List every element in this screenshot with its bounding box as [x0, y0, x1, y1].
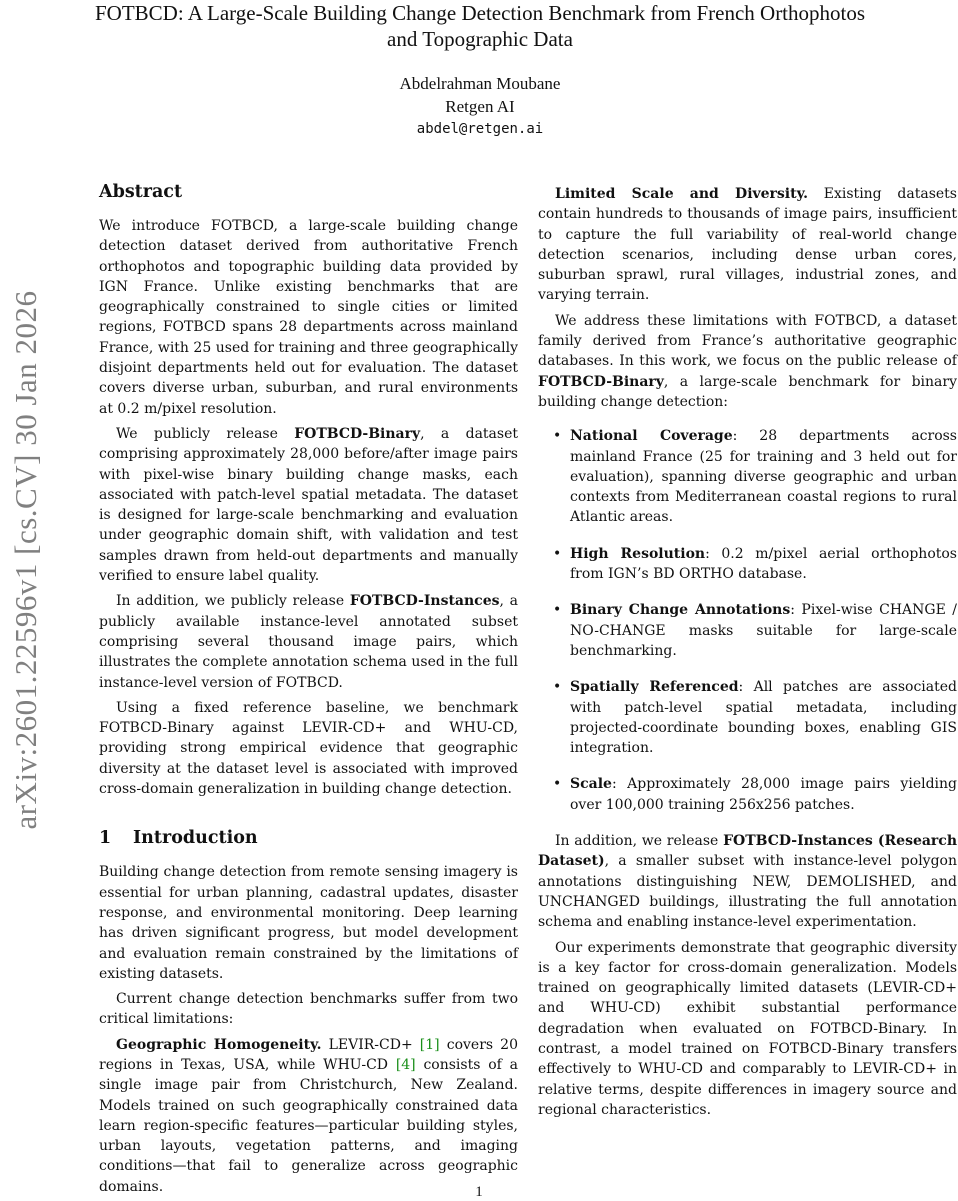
bullet-icon: • — [553, 602, 562, 619]
fotbcd-binary-term: FOTBCD-Binary — [538, 373, 664, 390]
section-number: 1 — [99, 828, 112, 849]
bullet-icon: • — [553, 679, 562, 696]
bullet-icon: • — [553, 545, 562, 562]
author-name: Abdelrahman Moubane — [399, 74, 561, 93]
abstract-heading: Abstract — [99, 182, 183, 202]
intro-paragraph-geographic-homogeneity: Geographic Homogeneity. LEVIR-CD+ [1] covers 20 regions in Texas, USA, while WHU-CD [4] consists of a single image pair from Christchurch, New Zealand. Models trained on such geographically constrained data learn region-specific features—particular building styles, urban layouts, vegetation patterns, and imaging conditions—that fail to generalize across geographic domains. — [99, 1036, 518, 1195]
introduction-heading — [99, 826, 518, 850]
list-item: • Scale: Approximately 28,000 image pairs yielding over 100,000 training 256x256 patches. — [553, 776, 957, 813]
page-number: 1 — [475, 1184, 483, 1200]
left-column — [99, 180, 518, 1197]
intro-paragraph-address: We address these limitations with FOTBCD, a dataset family derived from France’s authoritative geographic databases. In this work, we focus on the public release of FOTBCD-Binary, a large-scale benchmark for binary building change detection: — [538, 312, 957, 410]
abstract-paragraph-2: We publicly release FOTBCD-Binary, a dataset comprising approximately 28,000 before/after image pairs with pixel-wise binary building change masks, each associated with patch-level spatial metadata. The dataset is designed for large-scale benchmarking and evaluation under geographic domain shift, with validation and test samples drawn from held-out departments and manually verified to ensure label quality. — [99, 425, 518, 585]
list-item: • High Resolution: 0.2 m/pixel aerial orthophotos from IGN’s BD ORTHO database. — [553, 545, 957, 583]
list-item: • National Coverage: 28 departments across mainland France (25 for training and 3 held out for evaluation), spanning diverse geographic and urban contexts from Mediterranean coastal regions to rural Atlantic areas. — [553, 428, 957, 526]
paper-title: FOTBCD: A Large-Scale Building Change Detection Benchmark from French Orthophotos and Topographic Data — [94, 1, 866, 51]
author-block — [200, 72, 760, 141]
fotbcd-instances-term: FOTBCD-Instances — [349, 593, 500, 610]
intro-paragraph-limited-scale: Limited Scale and Diversity. Existing datasets contain hundreds to thousands of image pairs, insufficient to capture the full variability of real-world change detection scenarios, including dense urban cores, suburban sprawl, rural villages, industrial zones, and varying terrain. — [538, 186, 957, 304]
citation-link[interactable]: [4] — [395, 1056, 416, 1073]
right-column — [538, 184, 957, 1120]
list-item: • Binary Change Annotations: Pixel-wise CHANGE / NO-CHANGE masks suitable for large-scale benchmarking. — [553, 602, 957, 659]
contribution-list — [538, 426, 957, 815]
abstract-paragraph-4: Using a fixed reference baseline, we benchmark FOTBCD-Binary against LEVIR-CD+ and WHU-CD, providing strong empirical evidence that geographic diversity at the dataset level is associated with improved cross-domain generalization in building change detection. — [99, 699, 518, 798]
bullet-icon: • — [553, 428, 562, 445]
section-title: Introduction — [133, 828, 258, 849]
fotbcd-binary-term: FOTBCD-Binary — [294, 425, 421, 442]
author-affiliation: Retgen AI — [445, 97, 515, 116]
abstract-paragraph-1: We introduce FOTBCD, a large-scale building change detection dataset derived from authoritative French orthophotos and topographic building data provided by IGN France. Unlike existing benchmarks that are geographically constrained to single cities or limited regions, FOTBCD spans 28 departments across mainland France, with 25 used for training and three geographically disjoint departments held out for evaluation. The dataset covers diverse urban, suburban, and rural environments at 0.2 m/pixel resolution. — [99, 218, 518, 417]
fotbcd-instances-term: FOTBCD-Instances (Research Dataset) — [538, 833, 958, 870]
bullet-icon: • — [553, 776, 562, 793]
intro-paragraph-2: Current change detection benchmarks suffer from two critical limitations: — [99, 991, 518, 1028]
citation-link[interactable]: [1] — [419, 1036, 440, 1053]
author-email[interactable]: abdel@retgen.ai — [416, 121, 544, 137]
list-item: • Spatially Referenced: All patches are associated with patch-level spatial metadata, including projected-coordinate bounding boxes, enabling GIS integration. — [553, 679, 957, 757]
abstract-paragraph-3: In addition, we publicly release FOTBCD-Instances, a publicly available instance-level annotated subset comprising several thousand image pairs, which illustrates the complete annotation schema used in the full instance-level version of FOTBCD. — [99, 593, 518, 691]
arxiv-identifier[interactable]: arXiv:2601.22596v1 [cs.CV] 30 Jan 2026 — [8, 290, 43, 830]
intro-paragraph-instances: In addition, we release FOTBCD-Instances (Research Dataset), a smaller subset with instance-level polygon annotations distinguishing NEW, DEMOLISHED, and UNCHANGED buildings, illustrating the full annotation schema and enabling instance-level experimentation. — [538, 833, 958, 931]
geographic-homogeneity-term: Geographic Homogeneity. — [116, 1036, 322, 1053]
intro-paragraph-1: Building change detection from remote sensing imagery is essential for urban planning, cadastral updates, disaster response, and environmental monitoring. Deep learning has driven significant progress, but model development and evaluation remain constrained by the limitations of existing datasets. — [99, 864, 518, 982]
intro-paragraph-experiments: Our experiments demonstrate that geographic diversity is a key factor for cross-domain generalization. Models trained on geographically limited datasets (LEVIR-CD+ and WHU-CD) exhibit substantial performance degradation when evaluated on FOTBCD-Binary. In contrast, a model trained on FOTBCD-Binary transfers effectively to WHU-CD and comparably to LEVIR-CD+ in relative terms, despite differences in imagery source and regional characteristics. — [538, 939, 957, 1118]
limited-scale-term: Limited Scale and Diversity. — [555, 186, 808, 202]
